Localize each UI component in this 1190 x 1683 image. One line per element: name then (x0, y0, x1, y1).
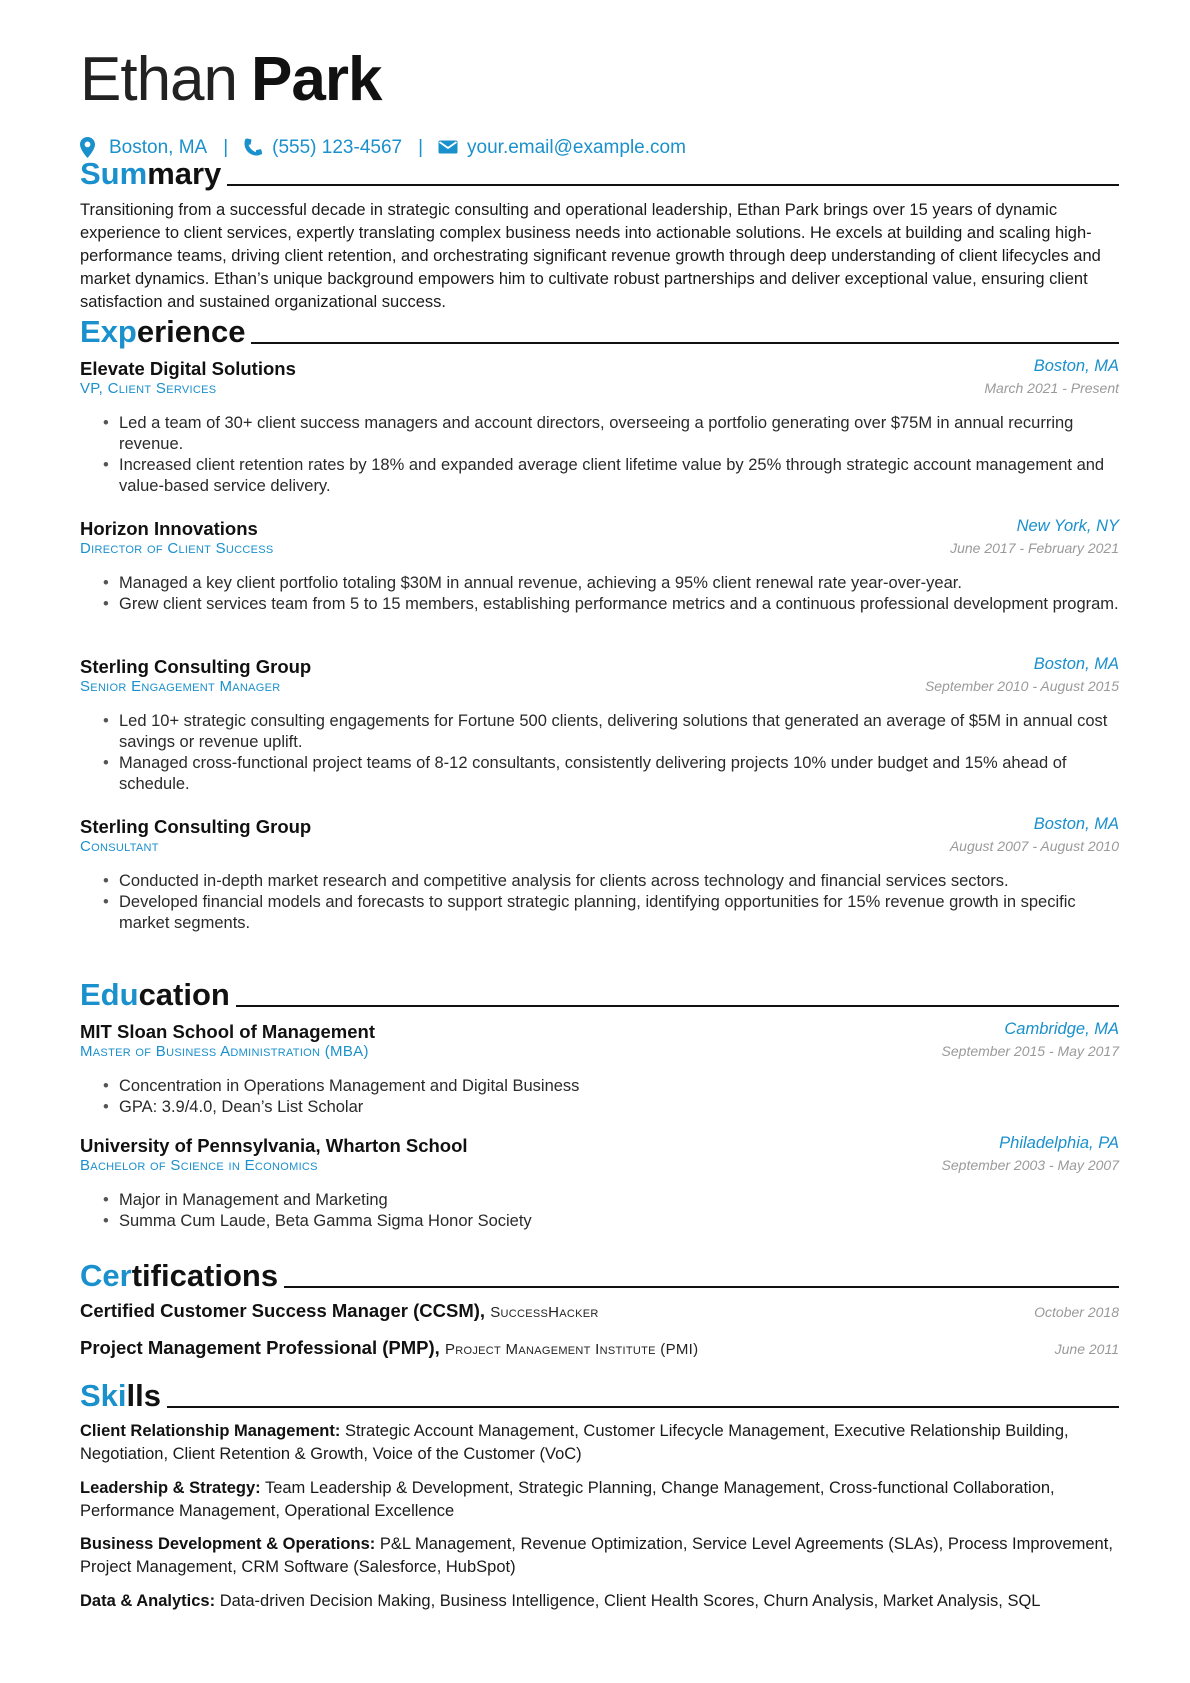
school-bullets (80, 1076, 1119, 1118)
section-rule (251, 342, 1119, 344)
bullet-item: • Managed cross-functional project teams of 8-12 consultants, consistently delivering projects 10% under budget and 15% ahead of schedule. (80, 753, 1119, 795)
skills-heading (80, 1374, 1119, 1414)
job-bullets (80, 413, 1119, 497)
section-rule (284, 1286, 1119, 1288)
school-location: Cambridge, MA (1004, 1020, 1119, 1038)
email-text: your.email@example.com (467, 137, 686, 158)
skill-label: Leadership & Strategy: (80, 1479, 261, 1497)
cert-title: Certified Customer Success Manager (CCSM) (80, 1300, 480, 1321)
skill-group (80, 1533, 1119, 1579)
job-title: VP, Client Services (80, 380, 217, 397)
cert-date: October 2018 (1034, 1304, 1119, 1320)
bullet-item: • Led a team of 30+ client success managers and account directors, overseeing a portfolio generating over $75M in annual recurring revenue. (80, 413, 1119, 455)
summary-heading (80, 152, 1119, 192)
cert-date: June 2011 (1054, 1341, 1119, 1357)
job-dates: March 2021 - Present (984, 380, 1119, 396)
job-title: Senior Engagement Manager (80, 678, 281, 695)
job-dates: June 2017 - February 2021 (950, 540, 1119, 556)
bullet-item: • Grew client services team from 5 to 15 members, establishing performance metrics and a continuous professional development program. (80, 594, 1119, 615)
skill-label: Business Development & Operations: (80, 1535, 376, 1553)
contact-separator: | (418, 137, 424, 158)
section-title: Education (80, 977, 230, 1012)
job-bullets (80, 871, 1119, 934)
skill-list: Data-driven Decision Making, Business Intelligence, Client Health Scores, Churn Analysis, Market Analysis, SQL (219, 1592, 1041, 1610)
job-location: New York, NY (1016, 517, 1119, 535)
skill-label: Data & Analytics: (80, 1592, 216, 1610)
school-name: MIT Sloan School of Management (80, 1021, 375, 1042)
certification-item: Certified Customer Success Manager (CCSM), SuccessHacker October 2018 (80, 1300, 1119, 1321)
experience-heading (80, 310, 1119, 350)
company-name: Horizon Innovations (80, 518, 258, 539)
company-name: Sterling Consulting Group (80, 656, 312, 677)
section-title: Experience (80, 314, 246, 349)
degree: Master of Business Administration (MBA) (80, 1043, 369, 1060)
cert-title: Project Management Professional (PMP) (80, 1337, 435, 1358)
experience-entry (80, 815, 1119, 932)
skill-group (80, 1477, 1119, 1523)
last-name: Park (251, 45, 382, 114)
bullet-item: • GPA: 3.9/4.0, Dean’s List Scholar (80, 1097, 1119, 1118)
section-title: Summary (80, 156, 222, 191)
experience-entry (80, 517, 1119, 613)
skill-list: P&L Management, Revenue Optimization, Service Level Agreements (SLAs), Process Improvement, Project Management, CRM Software (Salesforce, HubSpot) (80, 1535, 1113, 1576)
experience-entry (80, 655, 1119, 793)
section-title: Skills (80, 1378, 161, 1413)
first-name: Ethan (80, 45, 238, 114)
certifications-heading (80, 1254, 1119, 1294)
education-entry (80, 1020, 1119, 1116)
skill-list: Team Leadership & Development, Strategic Planning, Change Management, Cross-functional Collaboration, Performance Management, Operational Excellence (80, 1479, 1055, 1520)
job-location: Boston, MA (1033, 655, 1119, 673)
job-dates: August 2007 - August 2010 (949, 838, 1119, 854)
section-rule (236, 1005, 1119, 1007)
skill-label: Client Relationship Management: (80, 1422, 341, 1440)
candidate-name (80, 42, 381, 118)
experience-entry (80, 357, 1119, 495)
school-dates: September 2003 - May 2007 (941, 1157, 1119, 1173)
bullet-item: • Managed a key client portfolio totaling $30M in annual revenue, achieving a 95% client renewal rate year-over-year. (80, 573, 1119, 594)
company-name: Sterling Consulting Group (80, 816, 312, 837)
education-entry (80, 1134, 1119, 1230)
certification-item: Project Management Professional (PMP), Project Management Institute (PMI) June 2011 (80, 1337, 1119, 1358)
bullet-item: • Concentration in Operations Management and Digital Business (80, 1076, 1119, 1097)
degree: Bachelor of Science in Economics (80, 1157, 318, 1174)
job-title: Consultant (80, 838, 159, 855)
section-rule (227, 184, 1119, 186)
job-dates: September 2010 - August 2015 (924, 678, 1119, 694)
job-bullets (80, 573, 1119, 615)
job-title: Director of Client Success (80, 540, 274, 557)
summary-text: Transitioning from a successful decade in strategic consulting and operational leadership, Ethan Park brings over 15 years of dynamic experience to client services, expertly translating complex business needs into actionable solutions. He excels at building and scaling high-performance teams, driving client retention, and orchestrating significant revenue growth through deep understanding of client lifecycles and market dynamics. Ethan’s unique background empowers him to cultivate robust partnerships and deliver exceptional value, ensuring client satisfaction and sustained organizational success. (80, 201, 1101, 311)
job-location: Boston, MA (1033, 815, 1119, 833)
school-dates: September 2015 - May 2017 (941, 1043, 1119, 1059)
job-bullets (80, 711, 1119, 795)
cert-issuer: SuccessHacker (490, 1304, 599, 1321)
bullet-item: • Major in Management and Marketing (80, 1190, 1119, 1211)
location-text: Boston, MA (109, 137, 208, 158)
bullet-item: • Conducted in-depth market research and competitive analysis for clients across technology and financial services sectors. (80, 871, 1119, 892)
cert-issuer: Project Management Institute (PMI) (444, 1341, 699, 1358)
phone-text: (555) 123-4567 (272, 137, 403, 158)
contact-separator: | (223, 137, 229, 158)
company-name: Elevate Digital Solutions (80, 358, 296, 379)
school-location: Philadelphia, PA (999, 1134, 1119, 1152)
skill-list: Strategic Account Management, Customer Lifecycle Management, Executive Relationship Building, Negotiation, Client Retention & Growth, Voice of the Customer (VoC) (80, 1422, 1069, 1463)
bullet-item: • Summa Cum Laude, Beta Gamma Sigma Honor Society (80, 1211, 1119, 1232)
skill-group (80, 1420, 1119, 1466)
school-bullets (80, 1190, 1119, 1232)
skill-group (80, 1590, 1119, 1613)
bullet-item: • Increased client retention rates by 18% and expanded average client lifetime value by 25% through strategic account management and value-based service delivery. (80, 455, 1119, 497)
education-heading (80, 973, 1119, 1013)
section-title: Certifications (80, 1258, 279, 1293)
bullet-item: • Led 10+ strategic consulting engagements for Fortune 500 clients, delivering solutions that generated an average of $5M in annual cost savings or revenue uplift. (80, 711, 1119, 753)
section-rule (167, 1406, 1119, 1408)
bullet-item: • Developed financial models and forecasts to support strategic planning, identifying opportunities for 15% revenue growth in specific market segments. (80, 892, 1119, 934)
school-name: University of Pennsylvania, Wharton School (80, 1135, 468, 1156)
job-location: Boston, MA (1033, 357, 1119, 375)
